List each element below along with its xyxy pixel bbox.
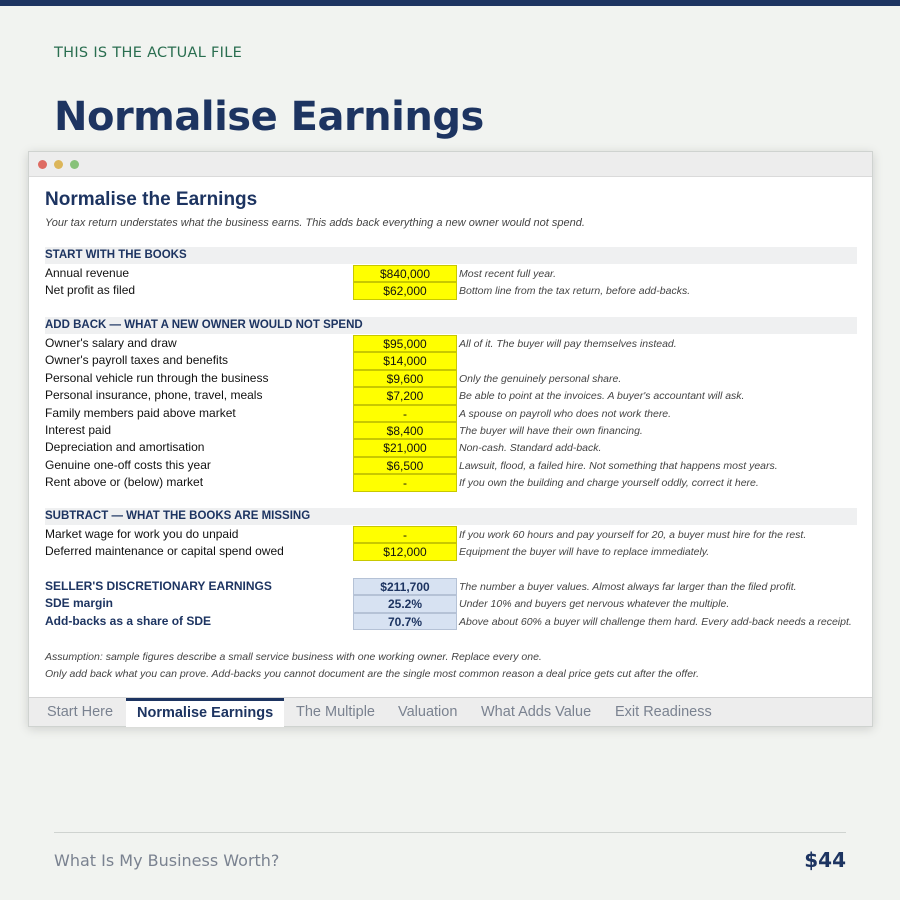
- row-label: Annual revenue: [45, 266, 130, 280]
- input-cell[interactable]: $8,400: [353, 422, 457, 439]
- row-label: Rent above or (below) market: [45, 475, 204, 490]
- row-note: If you own the building and charge yourself oddly, correct it here.: [459, 477, 759, 490]
- sheet-tab-bar: [29, 697, 872, 726]
- sheet-title: Normalise the Earnings: [45, 189, 258, 210]
- input-cell[interactable]: -: [353, 405, 457, 422]
- row-addbacks-share: [45, 613, 857, 630]
- page-headline: Normalise Earnings: [54, 94, 484, 140]
- window-titlebar: [29, 152, 872, 177]
- product-price: $44: [804, 848, 846, 872]
- input-cell[interactable]: $840,000: [353, 265, 457, 282]
- row-label: Net profit as filed: [45, 283, 136, 298]
- row-owner-salary: [45, 335, 857, 352]
- row-note: A spouse on payroll who does not work there.: [459, 407, 672, 420]
- row-note: Only the genuinely personal share.: [459, 372, 622, 385]
- row-personal-vehicle: [45, 370, 857, 387]
- row-note: Non-cash. Standard add-back.: [459, 442, 602, 455]
- row-label: Genuine one-off costs this year: [45, 457, 211, 472]
- row-note: If you work 60 hours and pay yourself for 20, a buyer must hire for the rest.: [459, 529, 807, 541]
- row-family-members: [45, 405, 857, 422]
- row-label: Owner's salary and draw: [45, 336, 177, 350]
- row-note: Under 10% and buyers get nervous whatever the multiple.: [459, 598, 730, 611]
- tab-start-here[interactable]: Start Here: [47, 704, 114, 720]
- row-note: Most recent full year.: [459, 268, 557, 280]
- row-note: Bottom line from the tax return, before add-backs.: [459, 285, 691, 298]
- eyebrow-text: THIS IS THE ACTUAL FILE: [54, 45, 243, 61]
- input-cell[interactable]: $62,000: [353, 282, 457, 299]
- result-cell[interactable]: 25.2%: [353, 595, 457, 612]
- row-label: Personal insurance, phone, travel, meals: [45, 388, 263, 403]
- row-rent-market: [45, 474, 857, 491]
- product-name: What Is My Business Worth?: [54, 851, 280, 870]
- row-label: SELLER'S DISCRETIONARY EARNINGS: [45, 579, 272, 593]
- sheet-subtitle: Your tax return understates what the business earns. This adds back everything a new owner would not spend.: [45, 217, 585, 229]
- row-one-off-costs: [45, 457, 857, 474]
- row-note: Equipment the buyer will have to replace immediately.: [459, 546, 710, 559]
- input-cell[interactable]: -: [353, 474, 457, 491]
- top-accent-bar: [0, 0, 900, 6]
- row-sde-margin: [45, 595, 857, 612]
- section-header-subtract: SUBTRACT — WHAT THE BOOKS ARE MISSING: [45, 508, 857, 525]
- tab-what-adds-value[interactable]: What Adds Value: [481, 704, 592, 720]
- section-header-books: START WITH THE BOOKS: [45, 247, 857, 264]
- section-header-addback: ADD BACK — WHAT A NEW OWNER WOULD NOT SPEND: [45, 317, 857, 334]
- maximize-window-dot[interactable]: [70, 160, 79, 169]
- row-deferred-maintenance: [45, 543, 857, 560]
- footnote-prove: Only add back what you can prove. Add-backs you cannot document are the single most common reason a deal price gets cut after the offer.: [45, 668, 700, 680]
- minimize-window-dot[interactable]: [54, 160, 63, 169]
- row-depreciation: [45, 439, 857, 456]
- result-cell[interactable]: $211,700: [353, 578, 457, 595]
- tab-valuation[interactable]: Valuation: [398, 704, 458, 720]
- row-label: Interest paid: [45, 423, 112, 437]
- row-label: Depreciation and amortisation: [45, 440, 205, 455]
- row-note: Lawsuit, flood, a failed hire. Not something that happens most years.: [459, 459, 778, 472]
- row-label: Add-backs as a share of SDE: [45, 613, 212, 628]
- close-window-dot[interactable]: [38, 160, 47, 169]
- input-cell[interactable]: $9,600: [353, 370, 457, 387]
- row-annual-revenue: [45, 265, 857, 282]
- row-note: Be able to point at the invoices. A buyer's accountant will ask.: [459, 390, 745, 403]
- tab-normalise-earnings[interactable]: Normalise Earnings: [126, 698, 284, 727]
- tab-exit-readiness[interactable]: Exit Readiness: [615, 704, 712, 720]
- row-sde: [45, 578, 857, 595]
- input-cell[interactable]: $6,500: [353, 457, 457, 474]
- row-label: Market wage for work you do unpaid: [45, 527, 239, 541]
- row-label: Owner's payroll taxes and benefits: [45, 353, 229, 368]
- row-label: Family members paid above market: [45, 405, 236, 420]
- input-cell[interactable]: $12,000: [353, 543, 457, 560]
- row-label: Personal vehicle run through the business: [45, 370, 269, 385]
- row-note: Above about 60% a buyer will challenge them hard. Every add-back needs a receipt.: [459, 615, 852, 628]
- row-personal-insurance: [45, 387, 857, 404]
- input-cell[interactable]: $14,000: [353, 352, 457, 369]
- row-label: Deferred maintenance or capital spend owed: [45, 544, 284, 559]
- row-net-profit: [45, 282, 857, 299]
- spreadsheet-window: [28, 151, 873, 727]
- tab-the-multiple[interactable]: The Multiple: [296, 704, 375, 720]
- input-cell[interactable]: $21,000: [353, 439, 457, 456]
- footer-divider: [54, 832, 846, 833]
- result-cell[interactable]: 70.7%: [353, 613, 457, 630]
- row-note: All of it. The buyer will pay themselves instead.: [459, 338, 677, 350]
- row-label: SDE margin: [45, 596, 114, 611]
- row-payroll-taxes: [45, 352, 857, 369]
- row-note: The buyer will have their own financing.: [459, 425, 643, 437]
- row-note: The number a buyer values. Almost always far larger than the filed profit.: [459, 581, 797, 593]
- footnote-assumption: Assumption: sample figures describe a small service business with one working owner. Replace every one.: [45, 651, 542, 663]
- input-cell[interactable]: $7,200: [353, 387, 457, 404]
- row-market-wage: [45, 526, 857, 543]
- input-cell[interactable]: $95,000: [353, 335, 457, 352]
- row-interest-paid: [45, 422, 857, 439]
- input-cell[interactable]: -: [353, 526, 457, 543]
